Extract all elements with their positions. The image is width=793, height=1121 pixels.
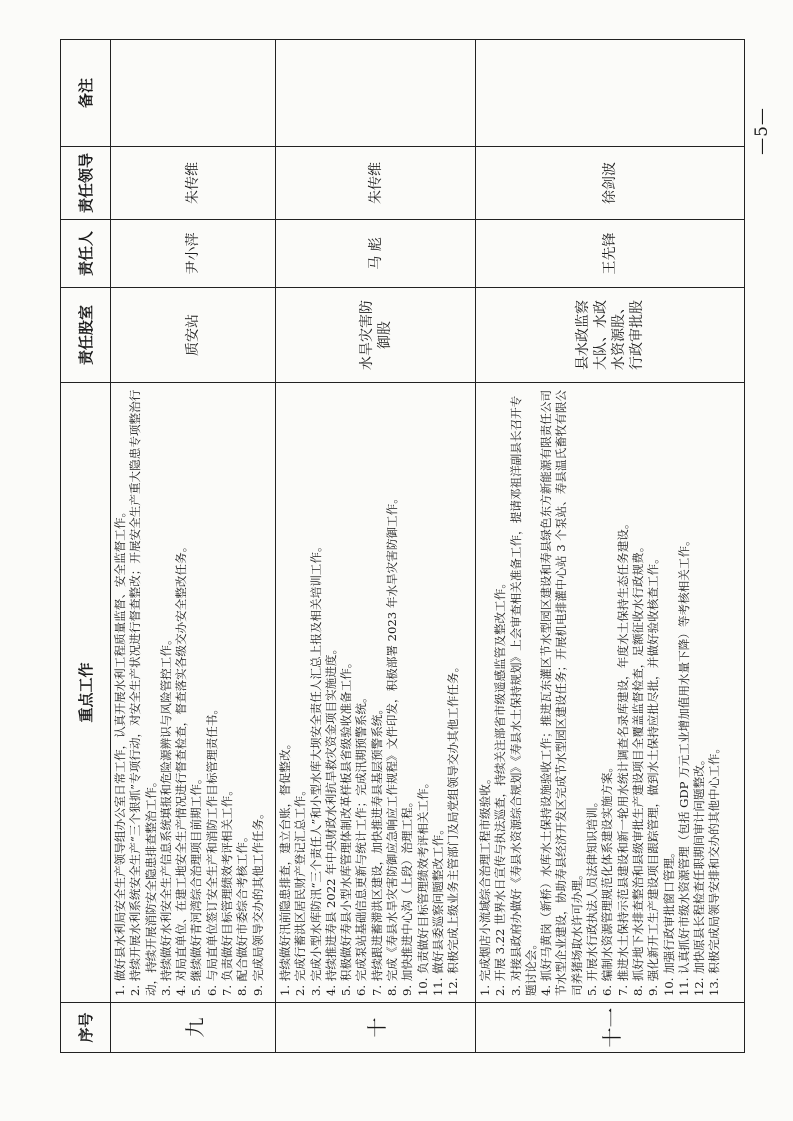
table-header-row bbox=[61, 40, 111, 1053]
work-item: 9. 完成局领导交办的其他工作任务。 bbox=[250, 807, 265, 996]
work-item: 1. 做好县水利局安全生产领导组办公室日常工作，认真开展水利工程质量监督、安全监督工作。 bbox=[113, 505, 127, 996]
table-row bbox=[476, 40, 745, 1053]
row-seq: 九 bbox=[111, 1003, 276, 1053]
work-item: 4. 对局直单位、在建工地安全生产情况进行督查检查，督查落实各级交办安全整改任务。 bbox=[174, 540, 189, 996]
work-item: 8. 配合做好市委综合考核工作。 bbox=[235, 830, 250, 996]
work-item: 6. 编制水资源管理规范化体系建设实施方案。 bbox=[600, 760, 615, 996]
row-leader: 朱传维 bbox=[276, 147, 476, 220]
row-dept: 县水政监察大队、水政水资源股、行政审批股 bbox=[476, 288, 745, 383]
header-dept: 责任股室 bbox=[61, 288, 111, 383]
work-item: 4. 抓好马黄岗（新桥）水库水土保持设施验收工作；推进瓦东灌区节水型园区建设和寿县绿色东方新能源有限责任公司节水型企业建设，协助寿县经济开发区完成节水型园区建设任务；开展机电排灌中心站 3 个泵站、寿县温氏畜牧有限公司养猪场取水许可办理。 bbox=[539, 389, 584, 996]
table-row bbox=[111, 40, 276, 1053]
header-note: 备注 bbox=[61, 40, 111, 147]
header-seq: 序号 bbox=[61, 1003, 111, 1053]
work-item: 7. 推进水土保持示范县建设和新一轮用水统计调查名录库建设，年度水土保持生态任务建设。 bbox=[615, 517, 630, 996]
work-item: 11. 做好县委巡察问题整改工作。 bbox=[430, 823, 445, 996]
work-item: 1. 持续做好汛前隐患排查，建立台账，督促整改。 bbox=[278, 737, 292, 996]
row-work-list bbox=[276, 383, 476, 1003]
work-item: 4. 持续推进寿县 2022 年中央财政水利抗旱救灾资金项目实施进度。 bbox=[323, 642, 338, 996]
row-note bbox=[111, 40, 276, 147]
row-seq: 十一 bbox=[476, 1003, 745, 1053]
row-note bbox=[276, 40, 476, 147]
work-item: 3. 对接县政府办做好《寿县水资源综合规划》《寿县水土保持规划》上会审查相关准备工作，提请邓祖洋副县长召开专题讨论会。 bbox=[508, 395, 538, 996]
row-seq: 十 bbox=[276, 1003, 476, 1053]
work-item: 3. 完成小型水库防汛“三个责任人”和小型水库大坝安全责任人汇总上报及相关培训工作。 bbox=[308, 540, 323, 996]
work-item: 12. 加快原县长程检查任职期间审计问题整改。 bbox=[692, 753, 707, 996]
table-row bbox=[276, 40, 476, 1053]
work-item: 6. 与局直单位签订安全生产和消防工作目标管理责任书。 bbox=[204, 703, 219, 996]
work-plan-table bbox=[60, 39, 745, 1053]
row-person: 尹小萍 bbox=[111, 220, 276, 288]
work-item: 5. 积极做好寿县小型水库管理体制改革样板县省级验收准备工作。 bbox=[339, 656, 354, 996]
work-item: 8. 抓好地下水排查整治和县级审批生产建设项目全覆盖监督检查，足额征收水行政规费。 bbox=[630, 540, 645, 996]
header-work: 重点工作 bbox=[61, 383, 111, 1003]
work-item: 9. 加快推进中心沟（上段）治理工程。 bbox=[400, 795, 415, 996]
work-item: 13. 积极完成局领导安排和交办的其他中心工作。 bbox=[707, 742, 722, 996]
work-item: 10. 负责做好目标管理绩效考评相关工作。 bbox=[415, 776, 430, 996]
row-dept: 质安站 bbox=[111, 288, 276, 383]
work-item: 7. 持续跟进蓄滞洪区建设，加快推进寿县基层预警系统。 bbox=[369, 703, 384, 996]
header-person: 责任人 bbox=[61, 220, 111, 288]
row-leader: 朱传维 bbox=[111, 147, 276, 220]
work-item: 12. 积极完成上级业务主管部门及局党组领导交办其他工作任务。 bbox=[446, 660, 461, 996]
work-item: 1. 完成烟店小流域综合治理工程市级验收。 bbox=[478, 772, 492, 996]
work-item: 3. 持续做好水利安全生产信息系统填报和危险源辨识与风险管控工作。 bbox=[158, 633, 173, 996]
row-person: 王先锋 bbox=[476, 220, 745, 288]
work-item: 2. 持续开展水利系统安全生产“三个狠抓”专项行动，对安全生产状况进行督查整改；开展安全生产重大隐患专项整治行动，持续开展消防安全隐患排查整治工作。 bbox=[128, 389, 158, 996]
work-item: 2. 完成行蓄洪区居民财产登记汇总工作。 bbox=[293, 784, 308, 996]
row-work-list bbox=[111, 383, 276, 1003]
work-item: 2. 开展 3.22 世界水日宣传与执法巡查，持续关注部省市级遥感监管及整改工作。 bbox=[493, 577, 508, 996]
page-number: —5— bbox=[752, 107, 772, 155]
row-person: 马 彪 bbox=[276, 220, 476, 288]
work-item: 7. 负责做好目标管理绩效考评相关工作。 bbox=[220, 784, 235, 996]
work-item: 8. 完成《寿县水旱灾害防御应急响应工作规程》文件印发，积极部署 2023 年水旱灾害防御工作。 bbox=[385, 492, 400, 996]
work-item: 6. 完成泵站基础信息更新与统计工作；完成汛期预警系统。 bbox=[354, 691, 369, 996]
work-item: 10. 加强行政审批窗口管理。 bbox=[661, 846, 676, 996]
work-item: 9. 强化新开工生产建设项目跟踪管理，做到水土保持应批尽批，并做好验收核查工作。 bbox=[646, 552, 661, 996]
header-leader: 责任领导 bbox=[61, 147, 111, 220]
row-work-list bbox=[476, 383, 745, 1003]
row-note bbox=[476, 40, 745, 147]
work-item: 11. 认真抓好市级水资源管理（包括 GDP 万元工业增加值用水量下降）等考核相关工作。 bbox=[676, 534, 691, 996]
work-item: 5. 继续做好青河湾综合治理项目前期工作。 bbox=[189, 772, 204, 996]
row-dept: 水旱灾害防御股 bbox=[276, 288, 476, 383]
row-leader: 徐剑波 bbox=[476, 147, 745, 220]
work-item: 5. 开展水行政执法人员法律知识培训。 bbox=[585, 795, 600, 996]
